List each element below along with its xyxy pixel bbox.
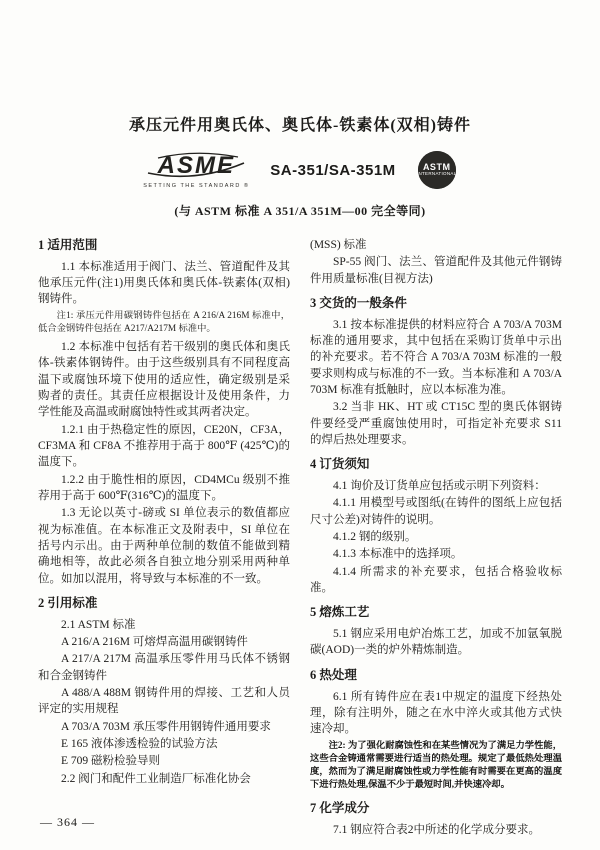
reference-a216: A 216/A 216M 可熔焊高温用碳钢铸件 <box>61 636 248 649</box>
section-heading-7: 7 化学成分 <box>310 801 370 816</box>
reference-a703: A 703/A 703M 承压零件用钢铸件通用要求 <box>61 720 271 733</box>
clause-4-1-4: 4.1.4 所需求的补充要求，包括合格验收标准。 <box>310 565 562 595</box>
section-heading-6: 6 热处理 <box>310 667 357 682</box>
asme-logo-mark <box>144 151 248 181</box>
page-number: — 364 — <box>40 815 95 829</box>
right-column <box>310 237 562 839</box>
equivalence-note: (与 ASTM 标准 A 351/A 351M—00 完全等同) <box>174 204 426 218</box>
clause-3-2: 3.2 当非 HK、HT 或 CT15C 型的奥氏体钢铸件要经受严重腐蚀使用时，可指定补充要求 S11 的焊后热处理要求。 <box>310 401 562 447</box>
clause-2-1: 2.1 ASTM 标准 <box>61 618 136 631</box>
section-heading-2: 2 引用标准 <box>38 596 98 611</box>
clause-1-1: 1.1 本标准适用于阀门、法兰、管道配件及其他承压元件(注1)用奥氏体和奥氏体-铁素体(双相)钢铸件。 <box>38 260 290 306</box>
standard-header-row <box>38 147 562 193</box>
note-2: 注2: 为了强化耐腐蚀性和在某些情况为了满足力学性能，这些合金铸通常需要进行适当的热处理。规定了最低热处理温度，然而为了满足耐腐蚀性或力学性能有时需要在更高的温度下进行热处理,保温不少于最短时间,并快速冷却。 <box>310 740 562 791</box>
reference-sp55: SP-55 阀门、法兰、管道配件及其他元件钢铸件用质量标准(目视方法) <box>310 256 562 285</box>
left-column <box>38 237 290 839</box>
clause-1-2: 1.2 本标准中包括有若干级别的奥氏体和奥氏体-铁素体钢铸件。由于这些级别具有不同程度高温下或腐蚀环境下使用的适应性，确定级别是采购者的责任。其责任应根据设计及使用条件，力学性能及高温或耐腐蚀特性或其两者决定。 <box>38 341 290 419</box>
clause-2-2: 2.2 阀门和配件工业制造厂标准化协会 <box>61 772 251 785</box>
page-title: 承压元件用奥氏体、奥氏体-铁素体(双相)铸件 <box>129 117 471 134</box>
astm-logo <box>418 151 456 189</box>
reference-a217: A 217/A 217M 高温承压零件用马氏体不锈钢和合金钢铸件 <box>38 653 290 682</box>
clause-1-2-2: 1.2.2 由于脆性相的原因，CD4MCu 级别不推荐用于高于 600℉(316℃)的温度下。 <box>38 473 290 503</box>
clause-1-3: 1.3 无论以英寸-磅或 SI 单位表示的数值都应视为标准值。在本标准正文及附表中，SI 单位在括号内示出。由于两种单位制的数值不能做到精确地相等，故此必须各自独立地分别采用两种单位。如加以混用，将导致与本标准的不一致。 <box>38 507 290 585</box>
standard-number: SA-351/SA-351M <box>270 161 396 179</box>
asme-logo-tagline: SETTING THE STANDARD ® <box>143 183 250 189</box>
reference-e709: E 709 磁粉检验导则 <box>61 755 161 768</box>
clause-4-1: 4.1 询价及订货单应包括或示明下列资料： <box>333 480 546 493</box>
section-heading-4: 4 订货须知 <box>310 457 370 472</box>
clause-4-1-3: 4.1.3 本标准中的选择项。 <box>333 548 463 561</box>
asme-logo-text: ASME <box>157 152 235 179</box>
clause-4-1-2: 4.1.2 钢的级别。 <box>333 531 417 544</box>
document-body <box>38 237 562 839</box>
astm-logo-subtext: INTERNATIONAL <box>416 171 457 177</box>
asme-logo <box>144 151 248 189</box>
clause-5-1: 5.1 钢应采用电炉冶炼工艺，加或不加氩氧脱碳(AOD)一类的炉外精炼制造。 <box>310 628 562 657</box>
clause-mss-continuation: (MSS) 标准 <box>310 239 367 251</box>
clause-6-1: 6.1 所有铸件应在表1中规定的温度下经热处理，除有注明外，随之在水中淬火或其他方式快速冷却。 <box>310 690 562 736</box>
note-1: 注1: 承压元件用碳钢铸件包括在 A 216/A 216M 标准中，低合金钢铸件包括在 A217/A217M 标准中。 <box>38 310 290 334</box>
clause-4-1-1: 4.1.1 用模型号或图纸(在铸件的图纸上应包括尺寸公差)对铸件的说明。 <box>310 497 562 526</box>
astm-logo-text: ASTM <box>422 161 451 172</box>
clause-7-1: 7.1 钢应符合表2中所述的化学成分要求。 <box>333 824 540 837</box>
reference-a488: A 488/A 488M 钢铸件用的焊接、工艺和人员评定的实用规程 <box>38 687 290 716</box>
clause-3-1: 3.1 按本标准提供的材料应符合 A 703/A 703M标准的通用要求，其中包括在采购订货单中示出的补充要求。若不符合 A 703/A 703M 标准的一般要求则构成与标准的不一致。当本标准和 A 703/A 703M 标准有抵触时，应以本标准为准。 <box>310 318 562 397</box>
clause-1-2-1: 1.2.1 由于热稳定性的原因，CE20N，CF3A，CF3MA 和 CF8A 不推荐用于高于 800℉ (425℃)的温度下。 <box>38 423 290 469</box>
section-heading-3: 3 交货的一般条件 <box>310 295 407 310</box>
reference-e165: E 165 液体渗透检验的试验方法 <box>61 738 218 751</box>
section-heading-5: 5 熔炼工艺 <box>310 605 370 620</box>
section-heading-1: 1 适用范围 <box>38 238 98 252</box>
